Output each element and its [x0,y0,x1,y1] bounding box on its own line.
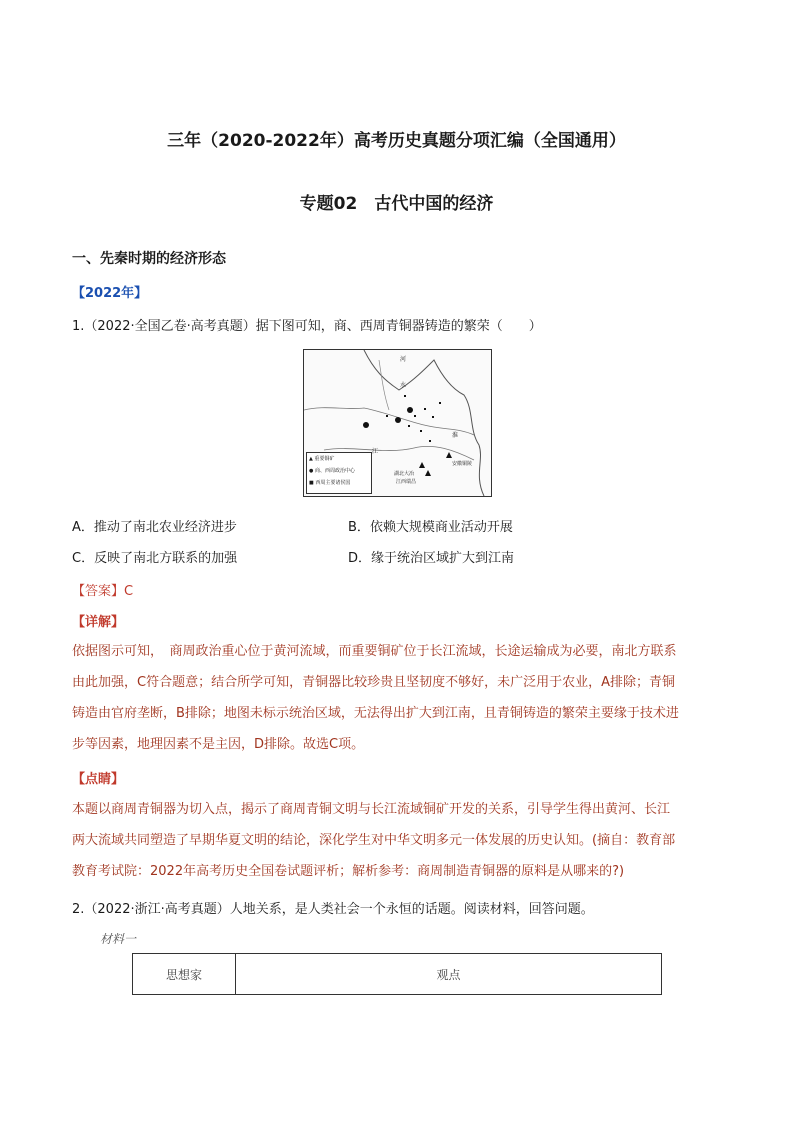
page-subtitle: 专题02 古代中国的经济 [299,194,494,214]
bronze-map-figure [303,349,492,497]
detail-text [72,636,722,760]
detail-line: 由此加强，C符合题意；结合所学可知，青铜器比较珍贵且坚韧度不够好，未广泛用于农业，A排除；青铜 [72,675,675,690]
map-label-river4: 江 [372,448,379,455]
legend-item-vassal: ■ 西周主要诸侯国 [309,480,351,486]
map-label-river3: 淮 [452,432,459,439]
map-label-river1: 河 [400,356,407,363]
material-label: 材料一 [100,932,137,946]
question-1-stem: 1.（2022·全国乙卷·高考真题）据下图可知，商、西周青铜器铸造的繁荣（ ） [72,319,542,334]
answer: 【答案】C [72,584,134,599]
detail-tag: 【详解】 [72,615,125,630]
detail-line: 依据图示可知， 商周政治重心位于黄河流域，而重要铜矿位于长江流域，长途运输成为必要，南北方联系 [72,644,677,659]
map-legend [306,452,372,494]
point-line: 两大流域共同塑造了早期华夏文明的结论，深化学生对中华文明多元一体发展的历史认知。(摘自：教育部 [72,833,676,848]
point-tag: 【点睛】 [72,772,125,787]
material-table [132,953,662,995]
map-label-city1: 安徽铜陵 [452,461,473,467]
point-text [72,794,722,887]
legend-item-center: ● 商、西周政治中心 [309,468,355,474]
detail-line: 铸造由官府垄断，B排除；地图未标示统治区域，无法得出扩大到江南，且青铜铸造的繁荣主要缘于技术进 [72,706,679,721]
page-title: 三年（2020-2022年）高考历史真题分项汇编（全国通用） [167,131,626,151]
option-a: A．推动了南北农业经济进步 [72,520,237,535]
option-c: C．反映了南北方联系的加强 [72,551,238,566]
map-label-city3: 湖北大冶 [394,471,415,477]
year-tag: 【2022年】 [72,286,148,301]
map-label-city2: 江西瑞昌 [396,479,417,485]
option-b: B．依赖大规模商业活动开展 [348,520,513,535]
option-d: D．缘于统治区域扩大到江南 [348,551,515,566]
table-header-thinker: 思想家 [133,954,236,994]
point-line: 本题以商周青铜器为切入点，揭示了商周青铜文明与长江流域铜矿开发的关系，引导学生得出黄河、长江 [72,802,671,817]
table-header-view: 观点 [436,967,461,982]
legend-item-copper: ▲ 重要铜矿 [309,456,335,462]
question-2-stem: 2.（2022·浙江·高考真题）人地关系，是人类社会一个永恒的话题。阅读材料，回答问题。 [72,902,594,917]
section-heading: 一、先秦时期的经济形态 [72,251,226,267]
point-line: 教育考试院：2022年高考历史全国卷试题评析；解析参考：商周制造青铜器的原料是从哪来的?) [72,864,625,879]
detail-line: 步等因素，地理因素不是主因，D排除。故选C项。 [72,737,365,752]
map-label-river2: 水 [400,382,407,389]
